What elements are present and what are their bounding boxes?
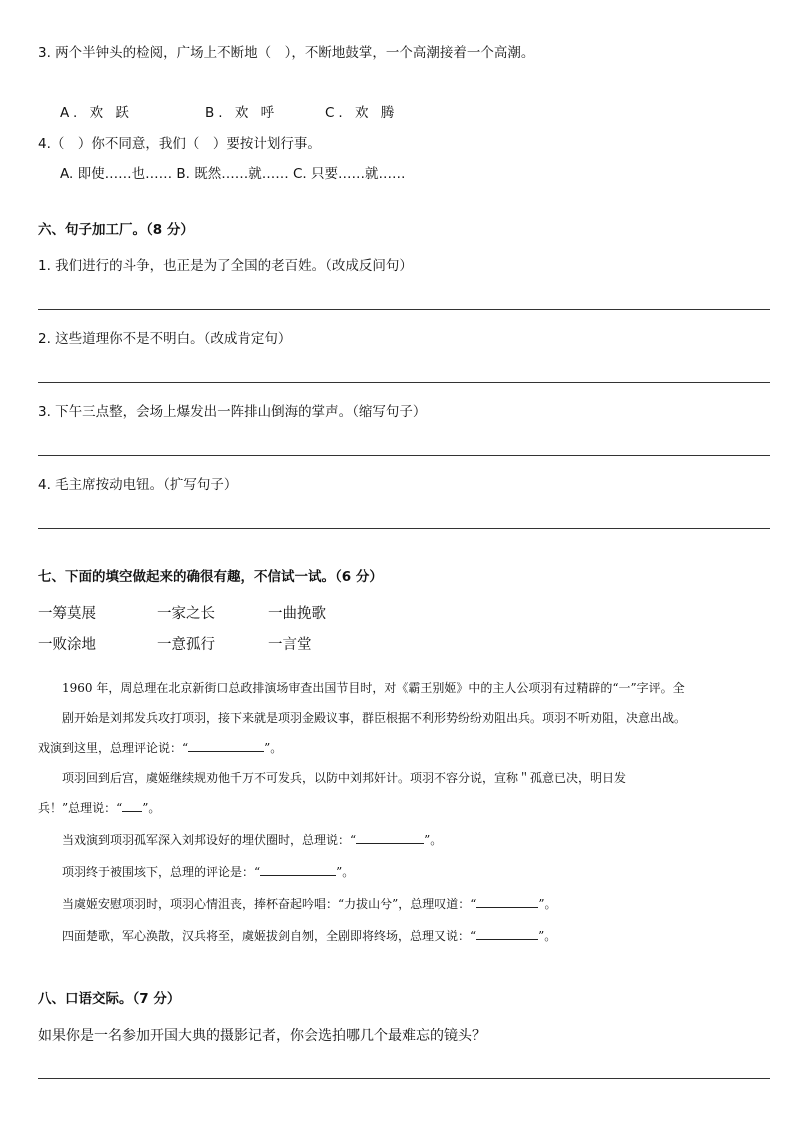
passage-line-6: 当戏演到项羽孤军深入刘邦设好的埋伏圈时，总理说：“ ”。 <box>62 833 443 847</box>
item-3-option-a: A. 欢 跃 <box>60 105 133 121</box>
fill-blank-5[interactable] <box>476 895 538 908</box>
passage-line-4: 项羽回到后宫，虞姬继续规劝他千万不可发兵，以防中刘邦奸计。项羽不容分说，宣称＂孤意已决，明日发 <box>62 771 627 785</box>
fill-blank-4[interactable] <box>260 863 336 876</box>
passage-line-1: 1960 年，周总理在北京新街口总政排演场审查出国节目时，对《霸王别姬》中的主人公项羽有过精辟的“一”字评。全 <box>62 681 685 695</box>
sentence-task-1: 1. 我们进行的斗争，也正是为了全国的老百姓。（改成反问句） <box>38 258 413 274</box>
sentence-task-3: 3. 下午三点整，会场上爆发出一阵排山倒海的掌声。（缩写句子） <box>38 404 427 420</box>
section-8-heading: 八、口语交际。（7 分） <box>38 991 181 1007</box>
fill-blank-6[interactable] <box>476 927 538 940</box>
fill-blank-3[interactable] <box>356 831 424 844</box>
passage-line-7: 项羽终于被围垓下，总理的评论是：“ ”。 <box>62 865 355 879</box>
section-6-heading: 六、句子加工厂。（8 分） <box>38 222 194 238</box>
idiom-3: 一曲挽歌 <box>268 606 326 622</box>
passage-line-3: 戏演到这里，总理评论说：“ ”。 <box>38 741 283 755</box>
passage-line-8: 当虞姬安慰项羽时，项羽心情沮丧，捧杯奋起吟唱：“力拔山兮”，总理叹道：“ ”。 <box>62 897 557 911</box>
answer-line-3[interactable] <box>38 455 770 456</box>
sentence-task-4: 4. 毛主席按动电钮。（扩写句子） <box>38 477 238 493</box>
item-3-option-b: B. 欢 呼 <box>205 105 279 121</box>
answer-line-2[interactable] <box>38 382 770 383</box>
passage-line-5: 兵！”总理说：“ ”。 <box>38 801 161 815</box>
oral-question: 如果你是一名参加开国大典的摄影记者，你会选拍哪几个最难忘的镜头？ <box>38 1028 486 1044</box>
answer-line-1[interactable] <box>38 309 770 310</box>
answer-line-5[interactable] <box>38 1078 770 1079</box>
question-5-item-4: 4.（ ）你不同意，我们（ ）要按计划行事。 <box>38 136 321 152</box>
fill-blank-1[interactable] <box>188 739 264 752</box>
idiom-4: 一败涂地 <box>38 637 96 653</box>
question-5-item-3: 3. 两个半钟头的检阅，广场上不断地（ ），不断地鼓掌，一个高潮接着一个高潮。 <box>38 45 535 61</box>
idiom-2: 一家之长 <box>157 606 215 622</box>
passage-line-9: 四面楚歌，军心涣散，汉兵将至，虞姬拔剑自刎，全剧即将终场，总理又说：“ ”。 <box>62 929 557 943</box>
idiom-1: 一筹莫展 <box>38 606 96 622</box>
fill-blank-2[interactable] <box>122 799 142 812</box>
idiom-6: 一言堂 <box>268 637 312 653</box>
answer-line-4[interactable] <box>38 528 770 529</box>
idiom-5: 一意孤行 <box>157 637 215 653</box>
passage-line-2: 剧开始是刘邦发兵攻打项羽，接下来就是项羽金殿议事，群臣根据不利形势纷纷劝阻出兵。项羽不听劝阻，决意出战。 <box>62 711 687 725</box>
item-4-options: A. 即使……也…… B. 既然……就…… C. 只要……就…… <box>60 166 406 182</box>
sentence-task-2: 2. 这些道理你不是不明白。（改成肯定句） <box>38 331 292 347</box>
section-7-heading: 七、下面的填空做起来的确很有趣，不信试一试。（6 分） <box>38 569 383 585</box>
item-3-option-c: C. 欢 腾 <box>325 105 399 121</box>
